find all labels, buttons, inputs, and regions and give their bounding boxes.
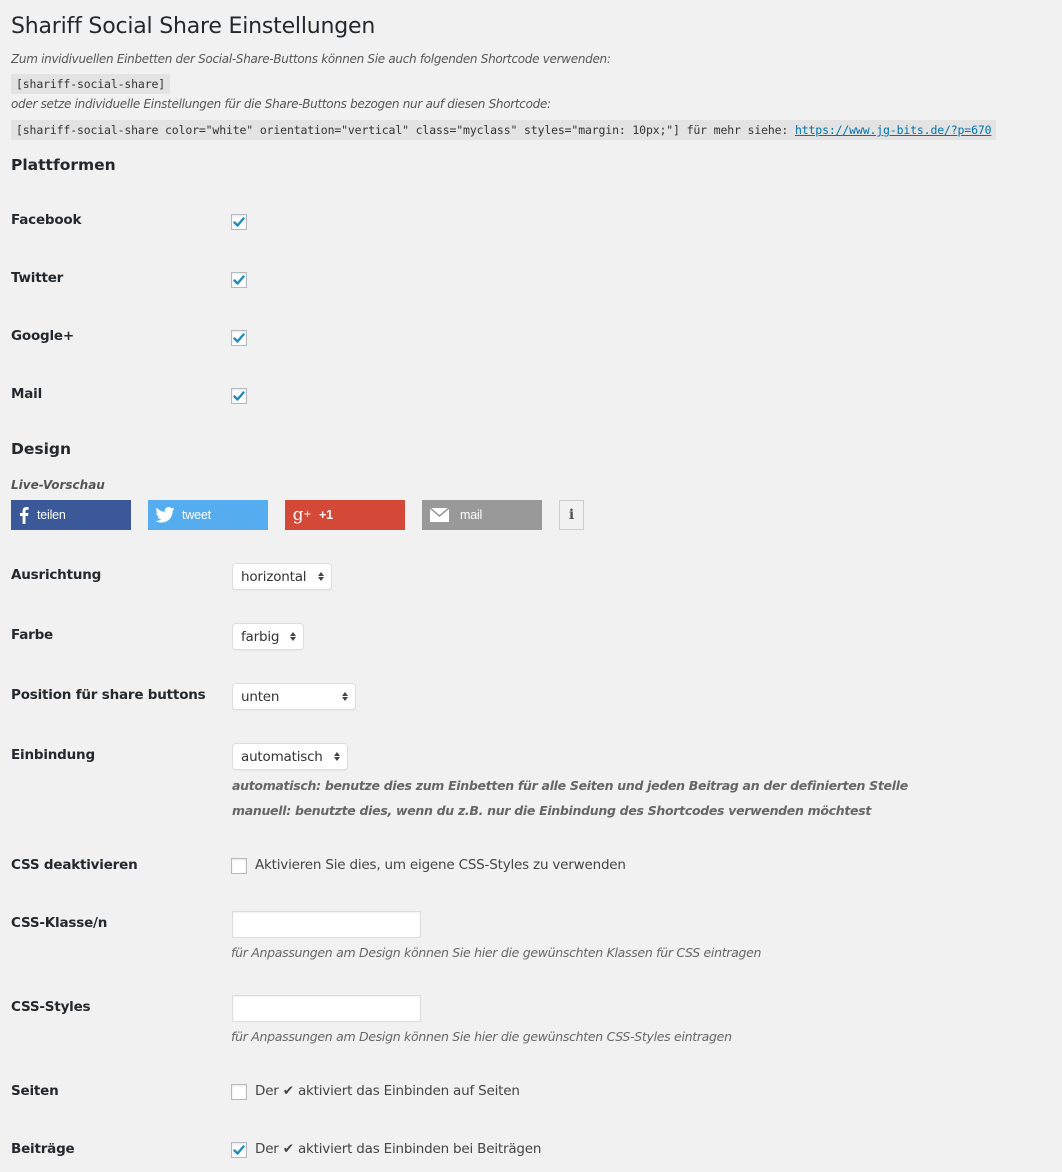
ausrichtung-value: horizontal [241,568,307,585]
label-seiten: Seiten [11,1083,59,1099]
einbindung-select[interactable] [232,743,348,770]
label-googleplus: Google+ [11,328,74,344]
einbindung-desc-auto: automatisch: benutze dies zum Einbetten für alle Seiten und jeden Beitrag an der definierten Stelle [232,778,908,793]
select-arrows-icon [342,692,348,701]
checkmark-icon [233,332,245,344]
css-styles-input[interactable] [232,995,421,1022]
checkmark-icon [233,390,245,402]
seiten-text: Der ✔ aktiviert das Einbinden auf Seiten [255,1083,520,1099]
farbe-select[interactable] [232,623,304,650]
mail-button-label: mail [460,508,483,522]
beitraege-text: Der ✔ aktiviert das Einbinden bei Beiträgen [255,1141,542,1157]
checkmark-icon [233,1144,245,1156]
info-button[interactable] [559,500,584,530]
section-title-design: Design [11,440,72,458]
intro-text: Zum invidivuellen Einbetten der Social-Share-Buttons können Sie auch folgenden Shortcode verwenden: [11,52,611,66]
preview-mail-button[interactable] [422,500,542,530]
section-title-plattformen: Plattformen [11,156,116,174]
label-mail: Mail [11,386,42,402]
label-css-styles: CSS-Styles [11,999,91,1015]
position-select[interactable] [232,683,356,710]
shortcode-advanced [11,120,996,140]
ausrichtung-select[interactable] [232,563,332,590]
label-css-deaktivieren: CSS deaktivieren [11,857,138,873]
label-einbindung: Einbindung [11,747,95,763]
info-icon: i [568,507,575,523]
mail-checkbox[interactable] [231,388,247,404]
label-ausrichtung: Ausrichtung [11,567,102,583]
preview-facebook-button[interactable] [11,500,131,530]
einbindung-value: automatisch [241,748,323,765]
twitter-button-label: tweet [182,508,211,522]
more-info-link[interactable]: https://www.jg-bits.de/?p=670 [794,123,992,137]
page-title: Shariff Social Share Einstellungen [11,14,376,39]
checkmark-icon [233,274,245,286]
shortcode-advanced-text: [shariff-social-share color="white" orientation="vertical" class="myclass" styles="margin: 10px;"] für mehr siehe: [16,123,795,137]
envelope-icon [422,508,456,522]
label-beitraege: Beiträge [11,1141,75,1157]
select-arrows-icon [290,632,296,641]
checkmark-icon [233,216,245,228]
position-value: unten [241,688,280,705]
farbe-value: farbig [241,628,280,645]
css-klassen-input[interactable] [232,911,421,938]
googleplus-button-label: +1 [319,508,333,522]
label-css-klassen: CSS-Klasse/n [11,915,108,931]
googleplus-checkbox[interactable] [231,330,247,346]
css-klassen-desc: für Anpassungen am Design können Sie hier die gewünschten Klassen für CSS eintragen [231,945,762,960]
label-position: Position für share buttons [11,687,206,703]
css-deaktivieren-checkbox[interactable] [231,858,247,874]
preview-twitter-button[interactable] [148,500,268,530]
live-preview-label: Live-Vorschau [11,478,105,492]
einbindung-desc-manual: manuell: benutzte dies, wenn du z.B. nur die Einbindung des Shortcodes verwenden möchtest [232,803,872,818]
facebook-checkbox[interactable] [231,214,247,230]
select-arrows-icon [334,752,340,761]
google-plus-icon: g + [292,504,312,525]
label-twitter: Twitter [11,270,64,286]
twitter-bird-icon [148,507,182,523]
intro-text-2: oder setze individuelle Einstellungen für die Share-Buttons bezogen nur auf diesen Shortcode: [11,97,551,111]
facebook-button-label: teilen [37,508,66,522]
preview-googleplus-button[interactable] [285,500,405,530]
label-facebook: Facebook [11,212,82,228]
beitraege-checkbox[interactable] [231,1142,247,1158]
select-arrows-icon [318,572,324,581]
shortcode-basic: [shariff-social-share] [11,74,170,94]
label-farbe: Farbe [11,627,54,643]
css-deaktivieren-text: Aktivieren Sie dies, um eigene CSS-Styles zu verwenden [255,857,626,873]
twitter-checkbox[interactable] [231,272,247,288]
facebook-icon [13,506,35,524]
seiten-checkbox[interactable] [231,1084,247,1100]
css-styles-desc: für Anpassungen am Design können Sie hier die gewünschten CSS-Styles eintragen [231,1029,732,1044]
